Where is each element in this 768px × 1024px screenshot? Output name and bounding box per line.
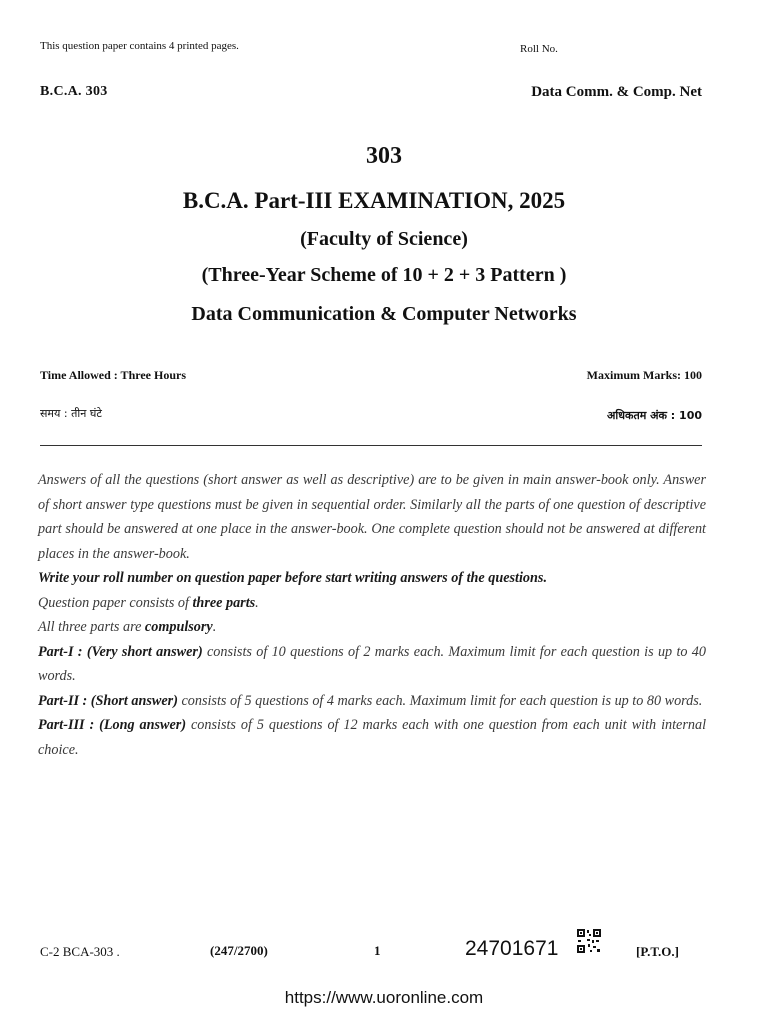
time-allowed: Time Allowed : Three Hours bbox=[40, 368, 187, 382]
instruction-compulsory-emphasis: compulsory bbox=[144, 619, 213, 635]
instruction-parts-end: . bbox=[255, 594, 259, 611]
qr-code-icon bbox=[576, 928, 602, 954]
footer-paper-id: 24701671 bbox=[465, 937, 559, 960]
scheme-line: (Three-Year Scheme of 10 + 2 + 3 Pattern ) bbox=[201, 264, 567, 286]
instruction-compulsory-text: All three parts are bbox=[38, 619, 145, 635]
footer-paper-code: C-2 BCA-303 . bbox=[40, 944, 120, 959]
footer-batch-code: (247/2700) bbox=[210, 943, 268, 958]
part-one-heading: Part-I : (Very short answer) bbox=[38, 643, 203, 660]
maximum-marks-hindi: अधिकतम अंक : 100 bbox=[606, 409, 702, 422]
subject-title: Data Communication & Computer Networks bbox=[191, 303, 577, 325]
page-count-note: This question paper contains 4 printed pages. bbox=[40, 40, 239, 52]
instructions-block bbox=[38, 468, 706, 762]
instruction-roll-number bbox=[38, 566, 706, 591]
part-one-text: consists of 10 questions of 2 marks each. Maximum limit for each question is up to 40 words. bbox=[38, 643, 706, 684]
course-code: B.C.A. 303 bbox=[40, 84, 108, 99]
part-three-text: consists of 5 questions of 12 marks each with one question from each unit with internal choice. bbox=[38, 717, 707, 758]
footer-pto: [P.T.O.] bbox=[636, 944, 679, 959]
instruction-compulsory-end: . bbox=[212, 619, 217, 635]
exam-title: B.C.A. Part-III EXAMINATION, 2025 bbox=[182, 188, 566, 213]
paper-number: 303 bbox=[366, 143, 402, 169]
roll-no-label: Roll No. bbox=[520, 43, 558, 55]
instruction-part-three bbox=[38, 713, 706, 762]
footer-page-number: 1 bbox=[374, 943, 381, 958]
instruction-parts bbox=[38, 591, 706, 616]
part-two-heading: Part-II : (Short answer) bbox=[38, 692, 178, 709]
divider-line bbox=[40, 445, 702, 446]
instruction-roll-number-text: Write your roll number on question paper before start writing answers of the questions. bbox=[38, 570, 547, 586]
instruction-compulsory bbox=[38, 615, 706, 640]
instruction-answer-book: Answers of all the questions (short answer as well as descriptive) are to be given in main answer-book only. Answer of short answer type questions must be given in sequential order. Similarly all the parts of one question of descriptive part should be answered at one place in the answer-book. One complete question should not be answered at different places in the answer-book. bbox=[38, 472, 706, 562]
instruction-part-one bbox=[38, 640, 706, 689]
faculty-line: (Faculty of Science) bbox=[300, 228, 468, 250]
maximum-marks: Maximum Marks: 100 bbox=[586, 368, 702, 382]
instruction-parts-emphasis: three parts bbox=[192, 594, 256, 611]
website-url[interactable]: https://www.uoronline.com bbox=[284, 988, 484, 1007]
instruction-part-two bbox=[38, 689, 706, 714]
part-two-text: consists of 5 questions of 4 marks each. Maximum limit for each question is up to 80 words. bbox=[177, 692, 703, 709]
instruction-parts-text: Question paper consists of bbox=[38, 594, 193, 611]
time-allowed-hindi: समय : तीन घंटे bbox=[40, 407, 102, 420]
subject-short-title: Data Comm. & Comp. Net bbox=[531, 84, 702, 100]
part-three-heading: Part-III : (Long answer) bbox=[38, 717, 187, 733]
